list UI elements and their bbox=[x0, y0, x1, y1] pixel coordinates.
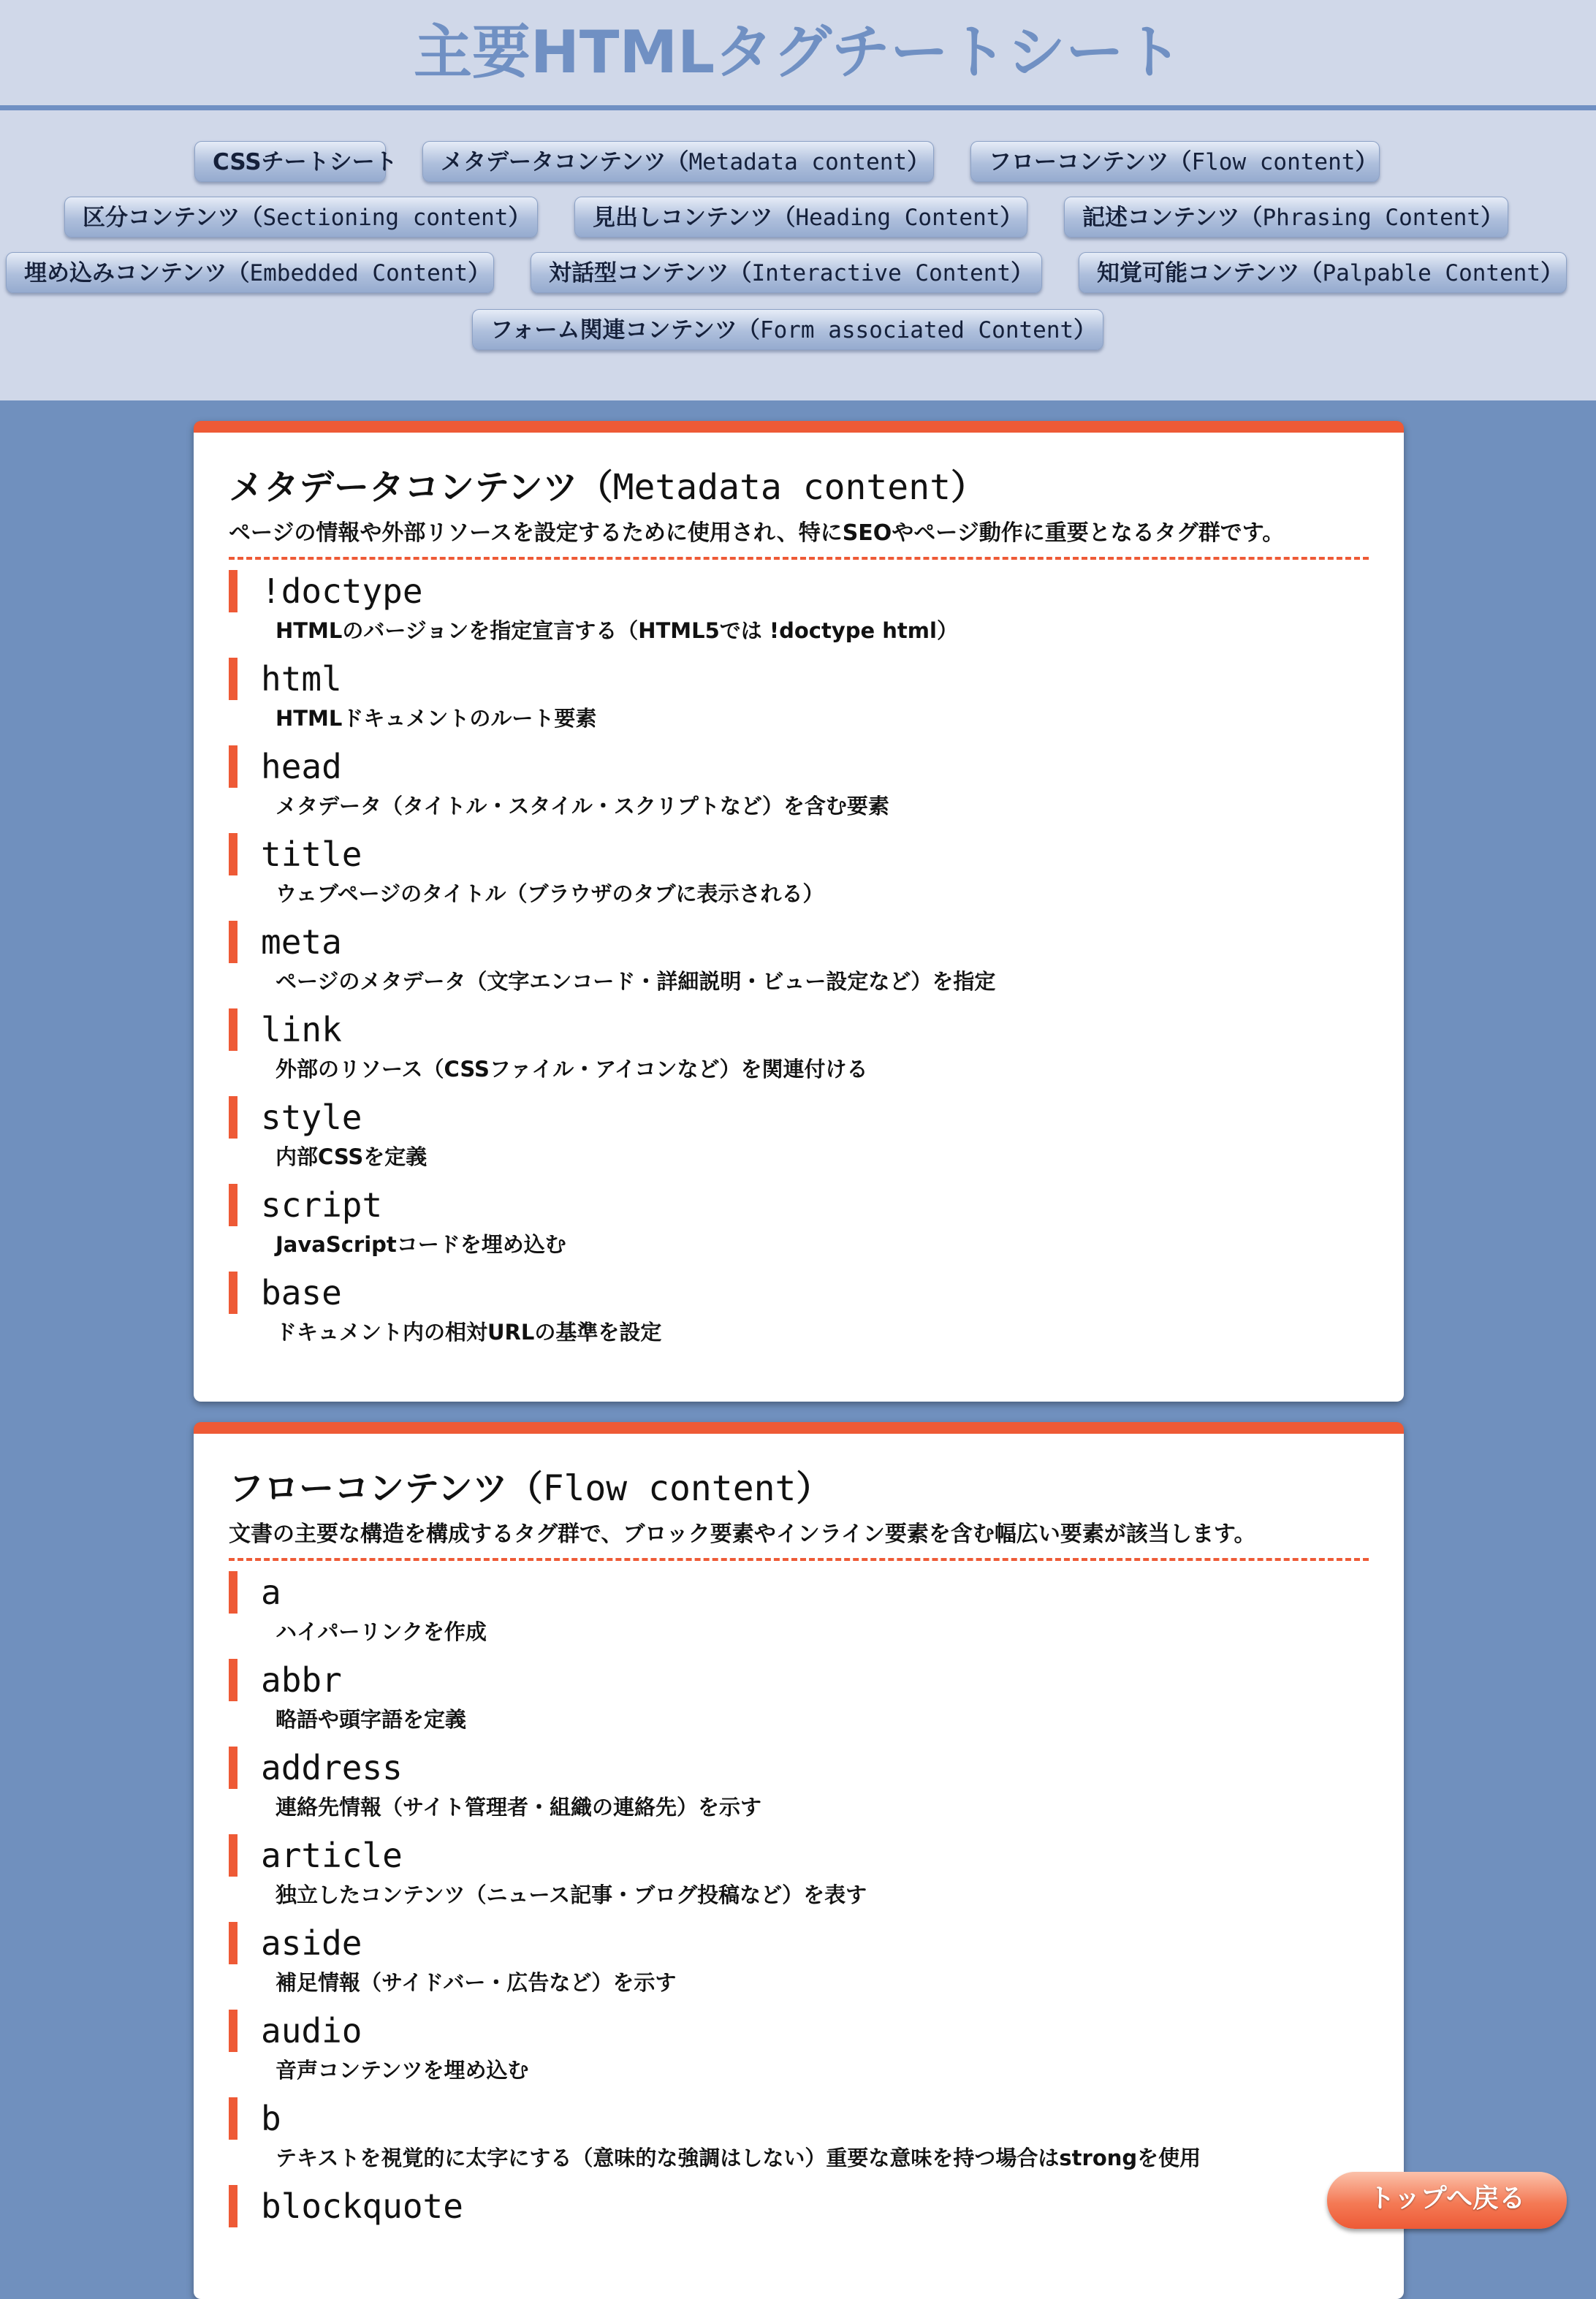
nav-button-interactive[interactable]: 対話型コンテンツ（Interactive Content） bbox=[531, 252, 1042, 293]
tag-description: HTMLドキュメントのルート要素 bbox=[276, 706, 597, 731]
tag-item bbox=[229, 1272, 1369, 1359]
tag-item bbox=[229, 1571, 1369, 1659]
tag-name: script bbox=[229, 1184, 1369, 1226]
section-metadata bbox=[194, 421, 1404, 1402]
tag-description: 内部CSSを定義 bbox=[276, 1144, 428, 1169]
section-title: フローコンテンツ（Flow content） bbox=[229, 1468, 832, 1509]
dashed-divider bbox=[229, 557, 1369, 560]
nav-button-flow[interactable]: フローコンテンツ（Flow content） bbox=[970, 141, 1380, 182]
tag-name: address bbox=[229, 1747, 1369, 1789]
tag-name: aside bbox=[229, 1922, 1369, 1964]
category-nav bbox=[0, 110, 1596, 395]
tag-description: 音声コンテンツを埋め込む bbox=[276, 2058, 529, 2083]
tag-description: 外部のリソース（CSSファイル・アイコンなど）を関連付ける bbox=[276, 1057, 868, 1082]
tag-name: abbr bbox=[229, 1659, 1369, 1701]
tag-name: !doctype bbox=[229, 570, 1369, 612]
title-divider bbox=[0, 105, 1596, 110]
tag-name: meta bbox=[229, 921, 1369, 963]
tag-item bbox=[229, 1659, 1369, 1747]
tag-name: b bbox=[229, 2097, 1369, 2140]
tag-description: JavaScriptコードを埋め込む bbox=[276, 1232, 566, 1257]
nav-button-metadata[interactable]: メタデータコンテンツ（Metadata content） bbox=[422, 141, 934, 182]
back-to-top-button[interactable]: トップへ戻る bbox=[1327, 2172, 1567, 2229]
tag-description: 独立したコンテンツ（ニュース記事・ブログ投稿など）を表す bbox=[276, 1882, 867, 1907]
tag-description: 補足情報（サイドバー・広告など）を示す bbox=[276, 1970, 677, 1995]
dashed-divider bbox=[229, 1558, 1369, 1561]
nav-button-palpable[interactable]: 知覚可能コンテンツ（Palpable Content） bbox=[1079, 252, 1567, 293]
tag-name: base bbox=[229, 1272, 1369, 1314]
tag-item bbox=[229, 570, 1369, 658]
tag-name: style bbox=[229, 1096, 1369, 1139]
tag-name: head bbox=[229, 745, 1369, 788]
tag-name: audio bbox=[229, 2010, 1369, 2052]
nav-button-embedded[interactable]: 埋め込みコンテンツ（Embedded Content） bbox=[6, 252, 494, 293]
tag-item bbox=[229, 745, 1369, 833]
tag-item bbox=[229, 1184, 1369, 1272]
tag-name: a bbox=[229, 1571, 1369, 1614]
page-header bbox=[0, 0, 1596, 400]
tag-item bbox=[229, 658, 1369, 745]
tag-item bbox=[229, 833, 1369, 921]
tag-item bbox=[229, 1008, 1369, 1096]
tag-description: HTMLのバージョンを指定宣言する（HTML5では !doctype html） bbox=[276, 618, 958, 643]
section-title: メタデータコンテンツ（Metadata content） bbox=[229, 467, 986, 508]
tag-description: メタデータ（タイトル・スタイル・スクリプトなど）を含む要素 bbox=[276, 794, 889, 818]
tag-item bbox=[229, 2097, 1369, 2185]
tag-description: テキストを視覚的に太字にする（意味的な強調はしない）重要な意味を持つ場合はstrongを使用 bbox=[276, 2146, 1201, 2170]
tag-item bbox=[229, 1747, 1369, 1834]
tag-description: ページのメタデータ（文字エンコード・詳細説明・ビュー設定など）を指定 bbox=[276, 969, 996, 994]
tag-item bbox=[229, 1922, 1369, 2010]
nav-button-form-associated[interactable]: フォーム関連コンテンツ（Form associated Content） bbox=[472, 309, 1103, 350]
tag-item bbox=[229, 2185, 1369, 2273]
tag-item bbox=[229, 1834, 1369, 1922]
nav-button-sectioning[interactable]: 区分コンテンツ（Sectioning content） bbox=[64, 197, 538, 238]
section-flow bbox=[194, 1422, 1404, 2299]
tag-item bbox=[229, 1096, 1369, 1184]
tag-description: 連絡先情報（サイト管理者・組織の連絡先）を示す bbox=[276, 1795, 761, 1820]
tag-name: title bbox=[229, 833, 1369, 875]
tag-name: blockquote bbox=[229, 2185, 1369, 2227]
tag-description: ウェブページのタイトル（ブラウザのタブに表示される） bbox=[276, 881, 824, 906]
section-description: ページの情報や外部リソースを設定するために使用され、特にSEOやページ動作に重要となるタグ群です。 bbox=[229, 520, 1285, 546]
tag-description: ドキュメント内の相対URLの基準を設定 bbox=[276, 1320, 662, 1345]
tag-description: 略語や頭字語を定義 bbox=[276, 1707, 467, 1732]
nav-button-heading[interactable]: 見出しコンテンツ（Heading Content） bbox=[574, 197, 1027, 238]
section-description: 文書の主要な構造を構成するタグ群で、ブロック要素やインライン要素を含む幅広い要素が該当します。 bbox=[229, 1521, 1256, 1547]
page-title: 主要HTMLタグチートシート bbox=[413, 18, 1183, 86]
tag-name: link bbox=[229, 1008, 1369, 1051]
tag-description: ハイパーリンクを作成 bbox=[276, 1619, 487, 1644]
nav-button-phrasing[interactable]: 記述コンテンツ（Phrasing Content） bbox=[1064, 197, 1508, 238]
tag-item bbox=[229, 2010, 1369, 2097]
tag-description bbox=[229, 2227, 1369, 2273]
nav-button-css-cheatsheet[interactable]: CSSチートシート bbox=[194, 141, 386, 182]
tag-item bbox=[229, 921, 1369, 1008]
tag-name: html bbox=[229, 658, 1369, 700]
tag-name: article bbox=[229, 1834, 1369, 1877]
